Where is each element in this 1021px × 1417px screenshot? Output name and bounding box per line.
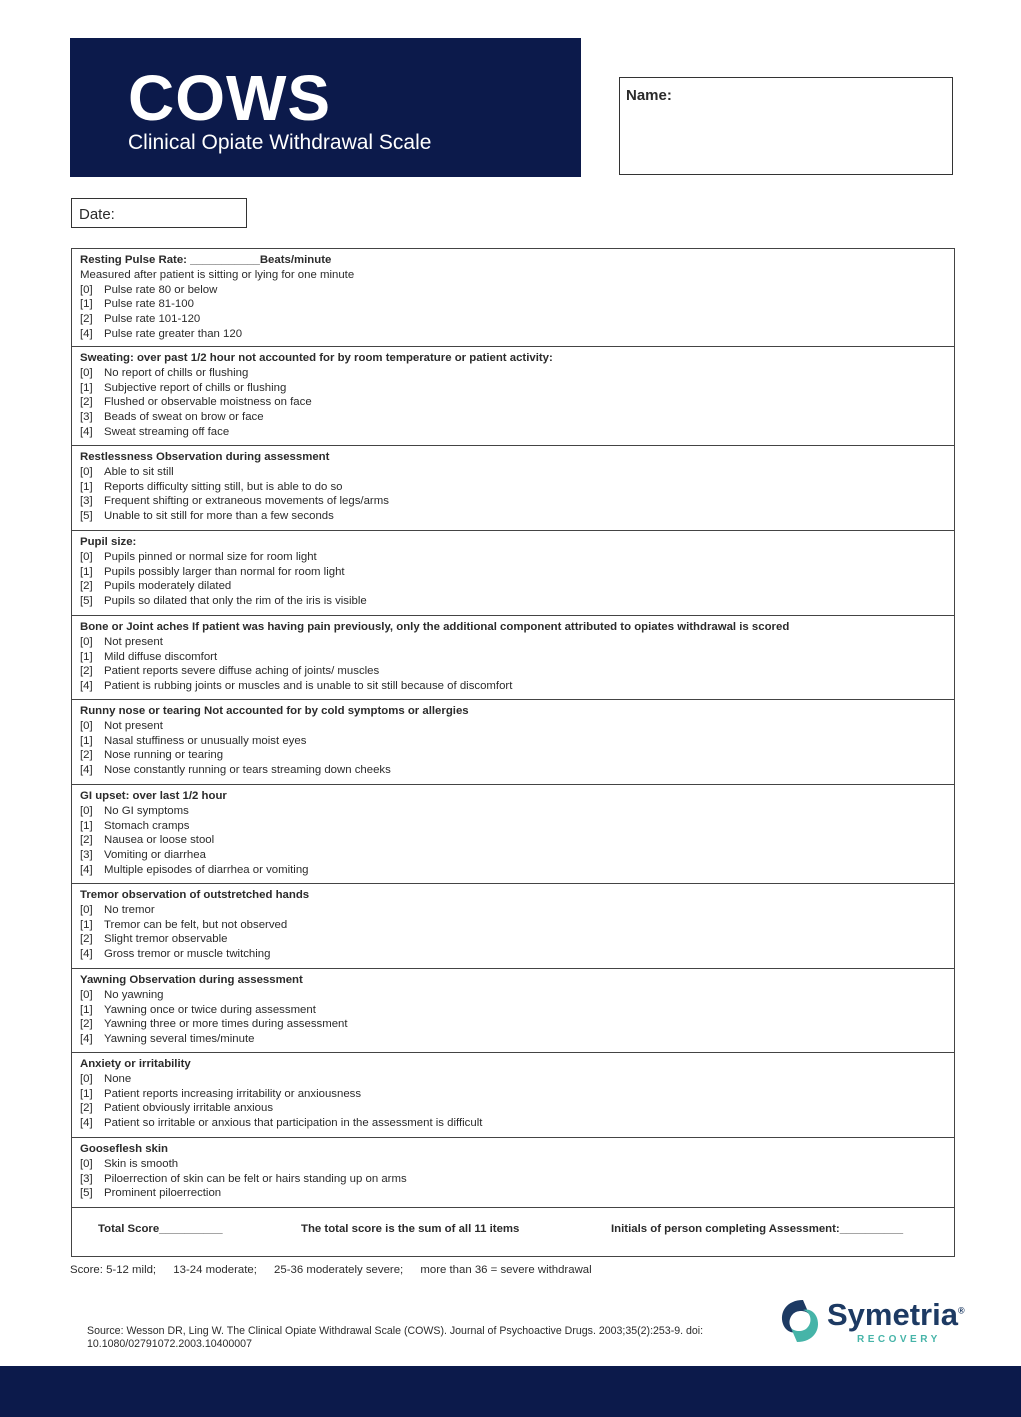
option-score: [0] — [80, 366, 93, 379]
score-option[interactable] — [80, 465, 946, 480]
section-title: Sweating: over past 1/2 hour not accounted for by room temperature or patient activity: — [80, 352, 553, 364]
assessment-section — [72, 616, 954, 700]
assessment-section — [72, 1138, 954, 1208]
score-option[interactable] — [80, 1186, 946, 1201]
option-score: [4] — [80, 680, 93, 693]
legend-moderately-severe: 25-36 moderately severe; — [274, 1264, 404, 1276]
option-text: Not present — [104, 719, 163, 732]
option-score: [2] — [80, 749, 93, 762]
option-score: [5] — [80, 510, 93, 523]
option-text: Pulse rate greater than 120 — [104, 327, 243, 340]
section-title: Pupil size: — [80, 536, 137, 548]
option-text: Pulse rate 81-100 — [104, 298, 194, 311]
score-option[interactable] — [80, 494, 946, 509]
option-text: Flushed or observable moistness on face — [104, 396, 312, 409]
option-text: Nose running or tearing — [104, 749, 224, 762]
option-score: [0] — [80, 283, 93, 296]
option-text: Prominent piloerrection — [104, 1187, 222, 1200]
option-score: [0] — [80, 988, 93, 1001]
score-option[interactable] — [80, 988, 946, 1003]
assessment-section — [72, 969, 954, 1053]
option-text: Beads of sweat on brow or face — [104, 411, 264, 424]
option-score: [3] — [80, 849, 93, 862]
score-option[interactable] — [80, 804, 946, 819]
option-text: Not present — [104, 635, 163, 648]
option-text: Yawning three or more times during assessment — [104, 1018, 348, 1031]
section-title: Gooseflesh skin — [80, 1143, 168, 1155]
section-title: Bone or Joint aches If patient was having pain previously, only the additional component attributed to opiates withdrawal is scored — [80, 621, 790, 633]
option-text: No yawning — [104, 988, 164, 1001]
option-text: No tremor — [104, 903, 155, 916]
option-score: [4] — [80, 425, 93, 438]
option-score: [1] — [80, 298, 93, 311]
option-score: [0] — [80, 550, 93, 563]
option-text: Patient so irritable or anxious that participation in the assessment is difficult — [104, 1117, 483, 1130]
option-score: [5] — [80, 1187, 93, 1200]
option-text: Patient reports increasing irritability or anxiousness — [104, 1087, 362, 1100]
score-option[interactable] — [80, 1172, 946, 1187]
footer-bar — [0, 1366, 1021, 1417]
section-title: GI upset: over last 1/2 hour — [80, 790, 227, 802]
assessment-table — [71, 248, 955, 1257]
score-option[interactable] — [80, 425, 946, 440]
option-text: Able to sit still — [104, 465, 174, 478]
option-text: Skin is smooth — [104, 1157, 179, 1170]
legend-severe: more than 36 = severe withdrawal — [420, 1264, 592, 1276]
option-score: [0] — [80, 1072, 93, 1085]
option-text: Pupils pinned or normal size for room light — [104, 550, 317, 563]
option-score: [2] — [80, 933, 93, 946]
option-text: Tremor can be felt, but not observed — [104, 918, 288, 931]
option-text: Nose constantly running or tears streaming down cheeks — [104, 764, 391, 777]
option-text: No GI symptoms — [104, 804, 189, 817]
option-score: [1] — [80, 1087, 93, 1100]
score-option[interactable] — [80, 863, 946, 878]
option-score: [4] — [80, 1033, 93, 1046]
initials-field[interactable]: Initials of person completing Assessment:__________ — [611, 1223, 904, 1235]
score-option[interactable] — [80, 1087, 946, 1102]
option-score: [1] — [80, 819, 93, 832]
section-title: Runny nose or tearing Not accounted for by cold symptoms or allergies — [80, 705, 469, 717]
score-option[interactable] — [80, 1032, 946, 1047]
score-option[interactable] — [80, 366, 946, 381]
score-option[interactable] — [80, 932, 946, 947]
assessment-section — [72, 249, 954, 347]
option-score: [3] — [80, 1172, 93, 1185]
option-score: [1] — [80, 381, 93, 394]
option-score: [1] — [80, 918, 93, 931]
form-title: COWS — [128, 62, 332, 134]
score-option[interactable] — [80, 679, 946, 694]
option-score: [4] — [80, 863, 93, 876]
section-title: Anxiety or irritability — [80, 1058, 191, 1070]
date-field[interactable] — [71, 198, 247, 228]
section-title: Yawning Observation during assessment — [80, 974, 303, 986]
option-score: [4] — [80, 764, 93, 777]
option-score: [3] — [80, 495, 93, 508]
score-option[interactable] — [80, 748, 946, 763]
score-option[interactable] — [80, 410, 946, 425]
option-score: [2] — [80, 580, 93, 593]
score-option[interactable] — [80, 763, 946, 778]
option-text: Pupils so dilated that only the rim of the iris is visible — [104, 595, 367, 608]
score-option[interactable] — [80, 327, 946, 342]
option-score: [2] — [80, 834, 93, 847]
assessment-section — [72, 884, 954, 969]
score-option[interactable] — [80, 312, 946, 327]
option-text: None — [104, 1072, 132, 1085]
header-banner — [70, 38, 581, 177]
assessment-section — [72, 446, 954, 531]
source-citation: Source: Wesson DR, Ling W. The Clinical Opiate Withdrawal Scale (COWS). Journal of Psychoactive Drugs. 2003;35(2):253-9. doi: 10.1080/02791072.2003.10400007 — [87, 1325, 704, 1350]
option-score: [5] — [80, 595, 93, 608]
logo-tagline: RECOVERY — [857, 1334, 941, 1345]
assessment-section — [72, 785, 954, 884]
option-text: Gross tremor or muscle twitching — [104, 948, 271, 961]
section-note: Measured after patient is sitting or lying for one minute — [80, 268, 355, 281]
score-option[interactable] — [80, 1072, 946, 1087]
score-option[interactable] — [80, 664, 946, 679]
score-option[interactable] — [80, 848, 946, 863]
score-option[interactable] — [80, 1101, 946, 1116]
score-option[interactable] — [80, 1157, 946, 1172]
option-score: [2] — [80, 1018, 93, 1031]
option-score: [4] — [80, 948, 93, 961]
option-text: Sweat streaming off face — [104, 425, 230, 438]
option-score: [0] — [80, 465, 93, 478]
option-score: [4] — [80, 327, 93, 340]
option-score: [1] — [80, 565, 93, 578]
date-label: Date: — [79, 206, 115, 223]
score-option[interactable] — [80, 734, 946, 749]
option-text: Pulse rate 101-120 — [104, 313, 201, 326]
option-text: Patient reports severe diffuse aching of joints/ muscles — [104, 665, 380, 678]
option-score: [0] — [80, 804, 93, 817]
logo-wordmark: Symetria® — [827, 1297, 965, 1332]
assessment-section — [72, 531, 954, 616]
score-option[interactable] — [80, 947, 946, 962]
option-text: Pupils moderately dilated — [104, 580, 232, 593]
score-option[interactable] — [80, 1017, 946, 1032]
option-score: [2] — [80, 396, 93, 409]
option-text: Yawning once or twice during assessment — [104, 1003, 316, 1016]
total-score-field[interactable]: Total Score__________ — [98, 1223, 223, 1235]
option-text: Patient obviously irritable anxious — [104, 1102, 274, 1115]
assessment-section — [72, 700, 954, 785]
option-text: Vomiting or diarrhea — [104, 849, 206, 862]
score-option[interactable] — [80, 594, 946, 609]
legend-moderate: 13-24 moderate; — [173, 1264, 257, 1276]
score-option[interactable] — [80, 1003, 946, 1018]
score-option[interactable] — [80, 635, 946, 650]
option-text: Frequent shifting or extraneous movements of legs/arms — [104, 495, 389, 508]
form-subtitle: Clinical Opiate Withdrawal Scale — [128, 131, 432, 154]
option-text: Slight tremor observable — [104, 933, 228, 946]
option-text: No report of chills or flushing — [104, 366, 249, 379]
score-option[interactable] — [80, 297, 946, 312]
score-option[interactable] — [80, 719, 946, 734]
option-text: Nausea or loose stool — [104, 834, 215, 847]
legend-mild: Score: 5-12 mild; — [70, 1264, 157, 1276]
score-option[interactable] — [80, 1116, 946, 1131]
option-score: [1] — [80, 650, 93, 663]
option-text: Subjective report of chills or flushing — [104, 381, 287, 394]
option-score: [2] — [80, 313, 93, 326]
option-score: [2] — [80, 1102, 93, 1115]
option-score: [4] — [80, 1117, 93, 1130]
score-option[interactable] — [80, 480, 946, 495]
option-text: Unable to sit still for more than a few seconds — [104, 510, 334, 523]
score-option[interactable] — [80, 650, 946, 665]
score-option[interactable] — [80, 579, 946, 594]
score-option[interactable] — [80, 918, 946, 933]
score-option[interactable] — [80, 509, 946, 524]
score-option[interactable] — [80, 833, 946, 848]
option-score: [0] — [80, 903, 93, 916]
option-text: Nasal stuffiness or unusually moist eyes — [104, 734, 307, 747]
option-text: Mild diffuse discomfort — [104, 650, 218, 663]
section-title: Tremor observation of outstretched hands — [80, 889, 310, 901]
option-score: [1] — [80, 480, 93, 493]
option-text: Piloerrection of skin can be felt or hairs standing up on arms — [104, 1172, 407, 1185]
option-text: Reports difficulty sitting still, but is able to do so — [104, 480, 343, 493]
assessment-section — [72, 347, 954, 446]
option-score: [2] — [80, 665, 93, 678]
assessment-section — [72, 1053, 954, 1138]
symetria-logo — [775, 1296, 965, 1348]
option-score: [1] — [80, 734, 93, 747]
score-option[interactable] — [80, 565, 946, 580]
section-title: Resting Pulse Rate: ___________Beats/minute — [80, 254, 332, 266]
option-score: [0] — [80, 1157, 93, 1170]
section-title: Restlessness Observation during assessment — [80, 451, 330, 463]
score-option[interactable] — [80, 903, 946, 918]
option-score: [3] — [80, 411, 93, 424]
option-score: [0] — [80, 719, 93, 732]
total-note: The total score is the sum of all 11 items — [301, 1223, 520, 1235]
name-field[interactable] — [619, 77, 953, 175]
total-row — [72, 1208, 954, 1256]
option-text: Patient is rubbing joints or muscles and is unable to sit still because of discomfort — [104, 680, 513, 693]
score-option[interactable] — [80, 283, 946, 298]
option-text: Multiple episodes of diarrhea or vomiting — [104, 863, 309, 876]
score-legend — [70, 1264, 606, 1276]
option-score: [1] — [80, 1003, 93, 1016]
name-label: Name: — [626, 87, 672, 104]
option-text: Pupils possibly larger than normal for room light — [104, 565, 345, 578]
score-option[interactable] — [80, 395, 946, 410]
option-text: Stomach cramps — [104, 819, 190, 832]
option-score: [0] — [80, 635, 93, 648]
option-text: Yawning several times/minute — [104, 1033, 255, 1046]
score-option[interactable] — [80, 381, 946, 396]
score-option[interactable] — [80, 819, 946, 834]
symetria-logo-icon — [775, 1296, 825, 1346]
score-option[interactable] — [80, 550, 946, 565]
option-text: Pulse rate 80 or below — [104, 283, 218, 296]
